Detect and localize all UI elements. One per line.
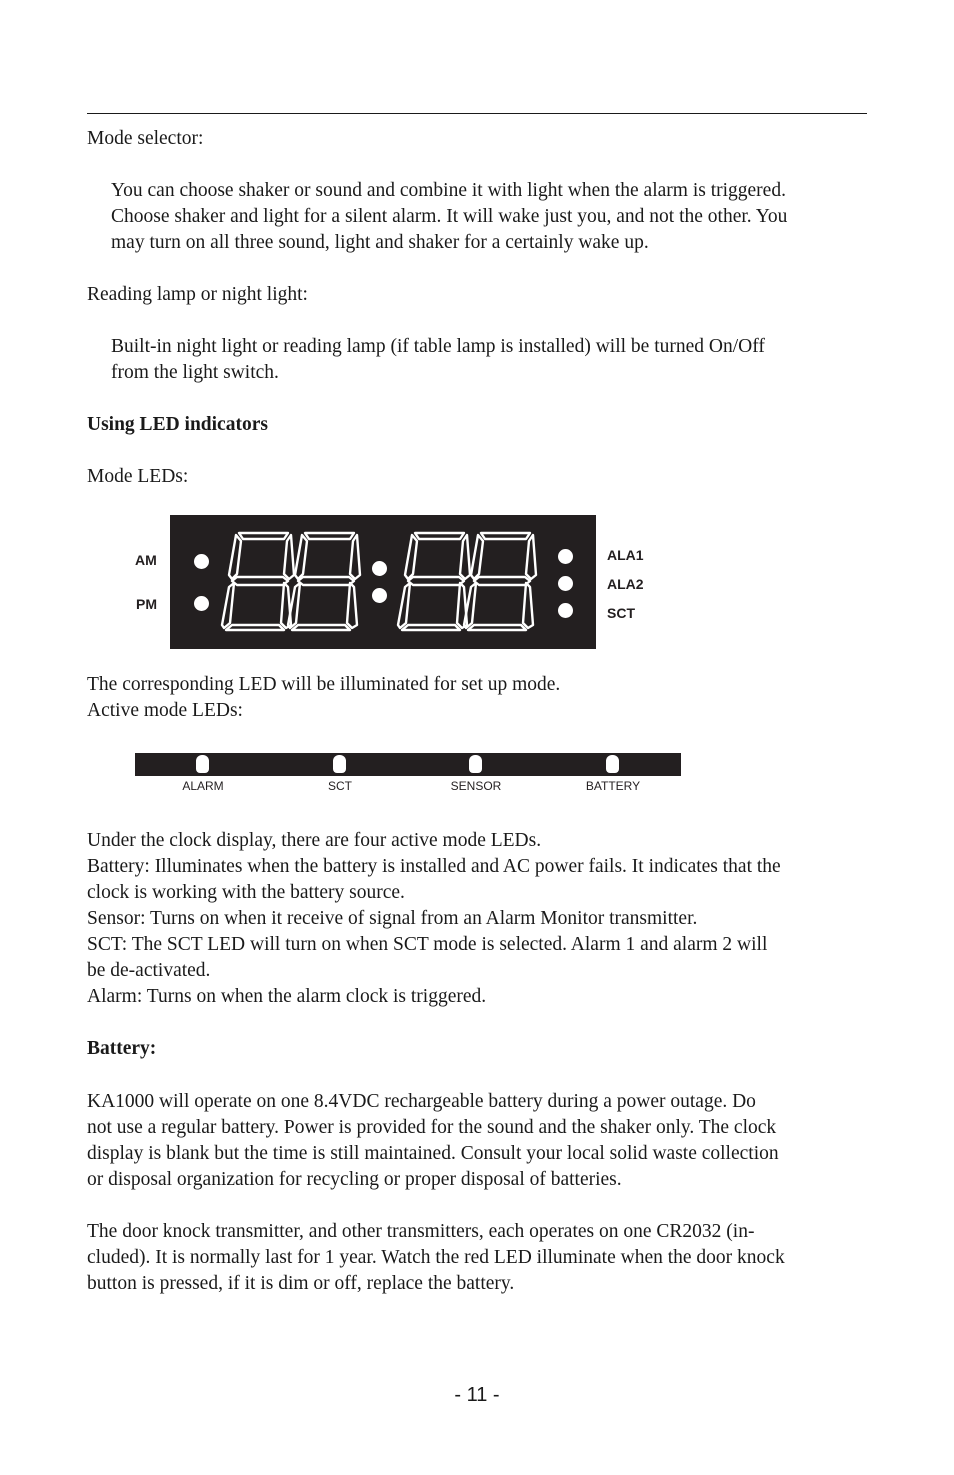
- battery-para1-line-1: KA1000 will operate on one 8.4VDC rechargeable battery during a power outage. Do: [87, 1091, 756, 1112]
- active-desc-line-5: SCT: The SCT LED will turn on when SCT mode is selected. Alarm 1 and alarm 2 will: [87, 934, 768, 955]
- mode-selector-heading: Mode selector:: [87, 128, 204, 149]
- mode-leds-label: Mode LEDs:: [87, 466, 189, 487]
- ala1-led: [558, 549, 573, 564]
- sct-led: [558, 603, 573, 618]
- battery-para2-line-3: button is pressed, if it is dim or off, replace the battery.: [87, 1273, 515, 1294]
- pm-label: PM: [136, 596, 157, 612]
- sct-active-led: [333, 755, 346, 773]
- digit-1: [222, 533, 294, 630]
- active-mode-leds-label: Active mode LEDs:: [87, 700, 243, 721]
- reading-lamp-line-2: from the light switch.: [111, 362, 279, 383]
- mode-selector-line-2: Choose shaker and light for a silent alarm. It will wake just you, and not the other. You: [111, 206, 788, 227]
- led-section-heading: Using LED indicators: [87, 414, 268, 435]
- reading-lamp-heading: Reading lamp or night light:: [87, 284, 308, 305]
- page-number: - 11 -: [454, 1384, 500, 1406]
- active-led-strip: [135, 753, 681, 776]
- clock-panel: [170, 515, 596, 649]
- sct-label: SCT: [607, 605, 635, 621]
- digit-2: [288, 533, 360, 630]
- battery-para1-line-2: not use a regular battery. Power is provided for the sound and the shaker only. The clock: [87, 1117, 777, 1138]
- digit-3: [398, 533, 470, 630]
- battery-para2-line-2: cluded). It is normally last for 1 year. Watch the red LED illuminate when the door knock: [87, 1247, 785, 1268]
- mode-selector-line-1: You can choose shaker or sound and combine it with light when the alarm is triggered.: [111, 180, 786, 201]
- ala1-label: ALA1: [607, 547, 644, 563]
- ala2-label: ALA2: [607, 576, 644, 592]
- active-desc-line-7: Alarm: Turns on when the alarm clock is triggered.: [87, 986, 487, 1007]
- ala2-led: [558, 576, 573, 591]
- battery-led: [606, 755, 619, 773]
- active-desc-line-6: be de-activated.: [87, 960, 211, 981]
- colon-upper-dot: [372, 561, 387, 576]
- setup-mode-text: The corresponding LED will be illuminated for set up mode.: [87, 674, 561, 695]
- reading-lamp-line-1: Built-in night light or reading lamp (if table lamp is installed) will be turned On/Off: [111, 336, 765, 357]
- active-desc-line-1: Under the clock display, there are four active mode LEDs.: [87, 830, 542, 851]
- mode-selector-line-3: may turn on all three sound, light and shaker for a certainly wake up.: [111, 232, 649, 253]
- active-desc-line-3: clock is working with the battery source.: [87, 882, 405, 903]
- battery-label: BATTERY: [585, 779, 641, 793]
- battery-para2-line-1: The door knock transmitter, and other transmitters, each operates on one CR2032 (in-: [87, 1221, 755, 1242]
- digit-4: [464, 533, 536, 630]
- alarm-led: [196, 755, 209, 773]
- active-desc-line-4: Sensor: Turns on when it receive of signal from an Alarm Monitor transmitter.: [87, 908, 698, 929]
- battery-para1-line-3: display is blank but the time is still maintained. Consult your local solid waste collection: [87, 1143, 779, 1164]
- am-label: AM: [135, 552, 157, 568]
- battery-heading: Battery:: [87, 1038, 157, 1059]
- active-desc-line-2: Battery: Illuminates when the battery is installed and AC power fails. It indicates that the: [87, 856, 781, 877]
- sensor-led: [469, 755, 482, 773]
- seven-segment-digits: [170, 515, 596, 649]
- colon-lower-dot: [372, 588, 387, 603]
- top-rule: [87, 113, 867, 114]
- battery-para1-line-4: or disposal organization for recycling or proper disposal of batteries.: [87, 1169, 622, 1190]
- sct-active-label: SCT: [328, 779, 352, 793]
- alarm-label: ALARM: [182, 779, 224, 793]
- sensor-label: SENSOR: [450, 779, 502, 793]
